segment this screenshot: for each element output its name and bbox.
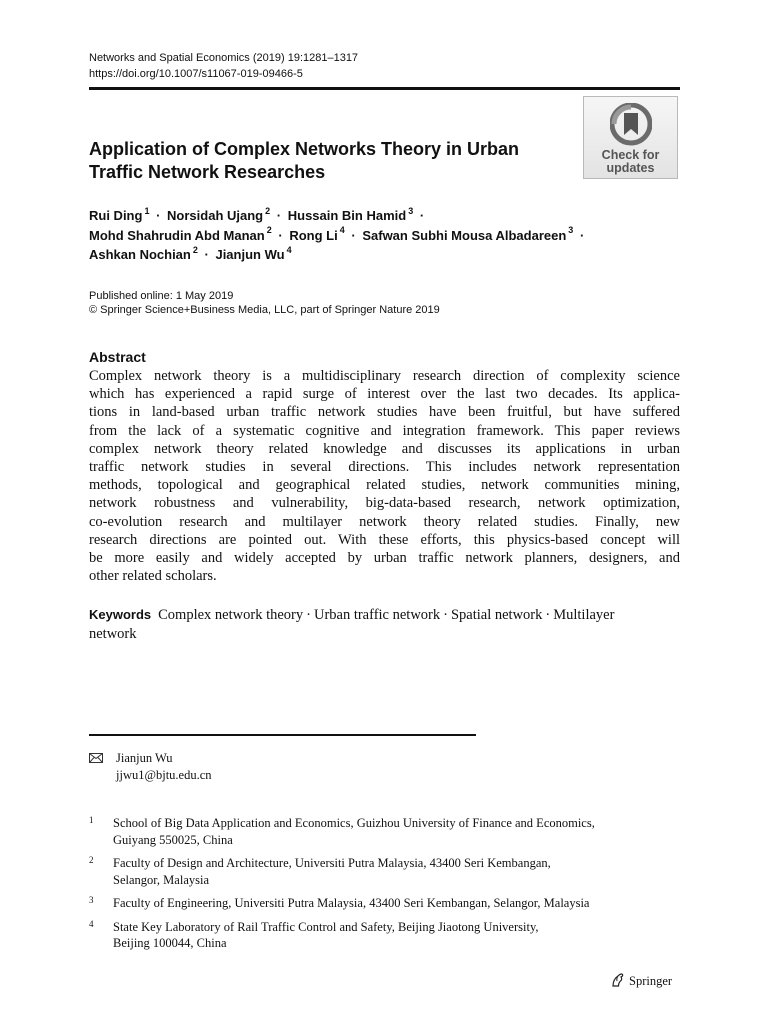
keywords-line-2: network (89, 626, 137, 642)
affiliation-number: 3 (89, 895, 94, 905)
author-separator: · (278, 227, 283, 243)
keywords-line-1 (89, 605, 680, 625)
title-line-2: Traffic Network Researches (89, 162, 326, 182)
affiliation-line: Selangor, Malaysia (113, 872, 210, 887)
springer-horse-icon (610, 972, 626, 988)
springer-logo (610, 972, 672, 989)
author-name: Norsidah Ujang (167, 208, 264, 223)
keyword-item: Complex network theory (158, 607, 304, 623)
keyword-item: Spatial network (450, 607, 543, 623)
keywords-label: Keywords (89, 607, 152, 622)
journal-header (89, 50, 358, 82)
abstract-line: complex network theory related knowledge and discusses its applications in urban (89, 440, 680, 457)
abstract-line: co-evolution research and multilayer network theory related studies. Finally, new (89, 513, 680, 530)
abstract-line: which has experienced a rapid surge of interest over the last two decades. Its applica- (89, 386, 680, 403)
keyword-item: Multilayer (553, 607, 615, 623)
journal-citation: Networks and Spatial Economics (2019) 19:1281–1317 (89, 52, 359, 64)
envelope-icon (89, 753, 103, 763)
affiliation-number: 2 (89, 855, 94, 865)
author-affiliation-mark: 4 (339, 225, 345, 236)
author-affiliation-mark: 2 (265, 205, 271, 216)
keyword-separator: · (545, 607, 551, 623)
abstract-line: Complex network theory is a multidisciplinary research direction of complexity science (89, 368, 680, 384)
keyword-separator: · (443, 607, 448, 623)
abstract-line: traffic network studies in several directions. This includes network representation (89, 459, 680, 476)
abstract-line: research directions are pointed out. With these efforts, this physics-based concept will (89, 531, 680, 548)
abstract-line: tions in land-based urban traffic network studies have been fruitful, but have suffered (89, 404, 680, 421)
abstract-line: methods, topological and geographical related studies, network communities mining, (89, 477, 680, 494)
abstract-line: other related scholars. (89, 568, 217, 585)
abstract-line: be more easily and widely accepted by urban traffic network planners, designers, and (89, 550, 680, 567)
author-affiliation-mark: 3 (568, 225, 574, 236)
author-separator: · (156, 208, 161, 223)
abstract-line: network robustness and vulnerability, big-data-based research, network optimization, (89, 495, 680, 512)
author-separator: · (204, 247, 209, 262)
author-name: Ashkan Nochian (89, 247, 191, 262)
badge-line-2: updates (606, 161, 655, 175)
author-name: Hussain Bin Hamid (287, 208, 407, 223)
author-affiliation-mark: 2 (192, 244, 198, 255)
author-separator: · (276, 208, 282, 223)
author-name: Rong Li (289, 227, 338, 243)
bookmark-refresh-icon (610, 103, 652, 147)
paper-title (89, 138, 559, 184)
author-name: Jianjun Wu (215, 247, 285, 262)
abstract-line: from the lack of a systematic cognitive and integration framework. This paper reviews (89, 422, 680, 439)
header-rule (89, 87, 680, 90)
author-name: Mohd Shahrudin Abd Manan (89, 227, 265, 243)
affiliation-number: 4 (89, 918, 94, 929)
copyright-text: Springer Science+Business Media, LLC, part of Springer Nature 2019 (100, 303, 440, 316)
affiliation-line: Faculty of Engineering, Universiti Putra Malaysia, 43400 Seri Kembangan, Selangor, Malaysia (113, 896, 590, 910)
affiliation-item (89, 895, 689, 912)
affiliation-number: 1 (89, 815, 94, 825)
footnote-rule (89, 734, 476, 736)
keyword-separator: · (306, 607, 311, 623)
author-line-3 (89, 245, 689, 265)
corresponding-author (89, 750, 212, 784)
author-line-2 (89, 226, 689, 246)
affiliation-line: State Key Laboratory of Rail Traffic Control and Safety, Beijing Jiaotong University, (113, 919, 539, 934)
affiliations-list (89, 815, 689, 959)
author-list (89, 206, 689, 265)
doi-link[interactable]: https://doi.org/10.1007/s11067-019-09466-5 (89, 68, 303, 80)
published-date: Published online: 1 May 2019 (89, 290, 234, 302)
check-for-updates-badge[interactable] (583, 96, 678, 179)
author-separator: · (579, 227, 585, 243)
author-separator: · (419, 208, 425, 223)
corresponding-author-name: Jianjun Wu (116, 751, 173, 765)
keyword-item: Urban traffic network (313, 607, 441, 623)
author-affiliation-mark: 1 (144, 205, 150, 216)
author-name: Rui Ding (89, 208, 143, 223)
author-affiliation-mark: 3 (408, 205, 414, 216)
author-affiliation-mark: 4 (286, 244, 292, 255)
affiliation-line: Guiyang 550025, China (113, 832, 233, 847)
author-affiliation-mark: 2 (266, 225, 272, 236)
author-name: Safwan Subhi Mousa Albadareen (362, 227, 567, 243)
publication-info (89, 290, 440, 317)
keywords-section (89, 605, 680, 644)
author-line-1 (89, 206, 689, 226)
copyright-line (89, 304, 440, 318)
copyright-icon: © (89, 303, 98, 316)
abstract-body (89, 367, 680, 585)
affiliation-line: Faculty of Design and Architecture, Universiti Putra Malaysia, 43400 Seri Kembangan, (113, 856, 551, 870)
author-separator: · (351, 227, 356, 243)
affiliation-item (89, 919, 689, 952)
affiliation-line: Beijing 100044, China (113, 936, 227, 950)
affiliation-item (89, 815, 689, 848)
affiliation-line: School of Big Data Application and Economics, Guizhou University of Finance and Economics, (113, 816, 595, 830)
corresponding-author-email[interactable]: jjwu1@bjtu.edu.cn (116, 768, 212, 782)
badge-label (584, 149, 677, 175)
title-line-1: Application of Complex Networks Theory in Urban (89, 139, 520, 159)
badge-line-1: Check for (601, 148, 660, 162)
affiliation-item (89, 855, 689, 888)
abstract-heading: Abstract (89, 349, 146, 365)
publisher-name: Springer (629, 974, 673, 988)
